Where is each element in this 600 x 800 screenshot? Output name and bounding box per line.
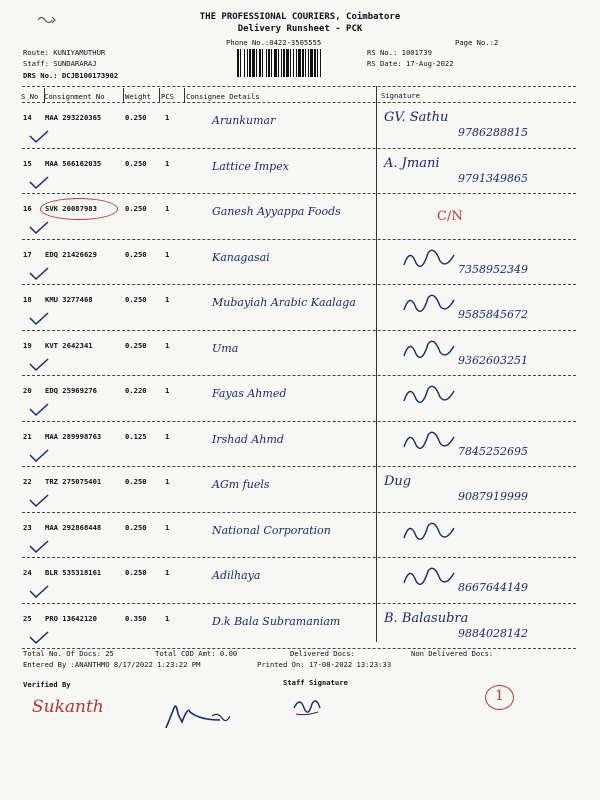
circle-number: 1 (495, 688, 504, 704)
row-consignee: Ganesh Ayyappa Foods (212, 205, 341, 218)
row-divider (22, 557, 576, 558)
col-sep (123, 88, 124, 102)
row-weight: 0.250 (125, 295, 147, 304)
row-consignment: PRO 13642120 (45, 613, 97, 623)
row-consignee: Adilhaya (212, 569, 261, 582)
col-sno: S No (21, 92, 39, 101)
barcode-bar (296, 49, 297, 77)
row-weight: 0.250 (125, 568, 147, 577)
col-consignee: Consignee Details (186, 92, 260, 101)
staff-signature (290, 694, 324, 720)
table-row (0, 423, 600, 469)
row-weight: 0.250 (125, 340, 147, 350)
col-signature: Signature (381, 91, 420, 100)
verifier-signature (160, 698, 235, 733)
barcode-bar (259, 49, 261, 77)
row-pcs: 1 (165, 613, 170, 623)
row-sno: 20 (23, 386, 32, 395)
table-row (0, 332, 600, 378)
row-consignee: AGm fuels (212, 478, 270, 491)
row-sno: 22 (23, 477, 32, 486)
row-sno: 18 (23, 295, 32, 304)
col-pcs: PCS (161, 92, 174, 101)
barcode-bar (247, 49, 248, 77)
barcode-bar (249, 49, 251, 77)
signature-scribble (400, 427, 460, 455)
row-consignment: KVT 2642341 (45, 340, 93, 350)
table-row (0, 514, 600, 560)
row-consignee: Arunkumar (212, 114, 276, 127)
barcode-bar (286, 49, 289, 77)
check-mark-icon (28, 449, 50, 463)
row-divider (22, 466, 576, 467)
delivered-docs: Delivered Docs: (290, 649, 355, 658)
row-weight: 0.250 (125, 158, 147, 168)
signature-scribble (400, 518, 460, 546)
row-consignment: KMU 3277468 (45, 295, 93, 304)
barcode-bar (237, 49, 239, 77)
verified-by-label: Verified By (23, 680, 71, 689)
row-pcs: 1 (165, 431, 170, 441)
row-signature: A. Jmani (384, 155, 440, 171)
total-cod: Total COD Amt: 0.00 (155, 649, 238, 658)
row-phone: 9791349865 (458, 171, 528, 185)
header-bottom-rule (22, 102, 576, 103)
col-consignment: Consignment No (44, 92, 105, 101)
row-pcs: 1 (165, 204, 170, 213)
signature-scribble (400, 245, 460, 273)
page-title: THE PROFESSIONAL COURIERS, Coimbatore (199, 12, 401, 22)
row-pcs: 1 (165, 522, 170, 532)
table-row (0, 104, 600, 150)
signature-scribble (400, 563, 460, 591)
row-phone: 9884028142 (458, 626, 528, 640)
barcode-bar (283, 49, 285, 77)
barcode-bar (281, 49, 282, 77)
signature-scribble (400, 290, 460, 318)
row-phone: 9585845672 (458, 308, 528, 321)
row-consignee: Fayas Ahmed (212, 387, 287, 400)
signature-scribble (400, 381, 460, 409)
row-divider (22, 603, 576, 604)
barcode-bar (271, 49, 272, 77)
barcode-bar (305, 49, 306, 77)
page-number: Page No.:2 (455, 38, 499, 47)
barcode-bar (293, 49, 294, 77)
barcode-bar (252, 49, 255, 77)
row-pcs: 1 (165, 249, 170, 259)
row-consignment: TRZ 275075401 (45, 477, 102, 486)
row-consignee: Mubayiah Arabic Kaalaga (212, 296, 356, 309)
row-consignment: SVK 20087983 (45, 204, 97, 213)
table-row (0, 150, 600, 196)
barcode-bar (308, 49, 309, 77)
check-mark-icon (28, 403, 50, 417)
row-consignee: Lattice Impex (212, 159, 289, 173)
col-sep (44, 88, 45, 102)
row-divider (22, 239, 576, 240)
row-weight: 0.250 (125, 522, 147, 532)
row-weight: 0.350 (125, 613, 147, 623)
table-row (0, 559, 600, 605)
row-consignment: MAA 566162035 (45, 158, 102, 168)
row-phone: 9087919999 (458, 490, 528, 503)
barcode (237, 49, 361, 77)
check-mark-icon (28, 130, 50, 144)
row-sno: 19 (23, 340, 32, 350)
barcode-bar (240, 49, 241, 77)
barcode-bar (310, 49, 313, 77)
barcode-bar (302, 49, 304, 77)
rs-number: RS No.: 1001739 (367, 48, 432, 57)
non-delivered-docs: Non Delivered Docs: (411, 649, 494, 658)
row-weight: 0.250 (125, 477, 147, 486)
row-signature: Dug (384, 474, 412, 489)
row-sno: 23 (23, 522, 32, 532)
row-divider (22, 284, 576, 285)
check-mark-icon (28, 631, 50, 645)
verifier-name: Sukanth (32, 697, 104, 717)
highlight-circle (40, 198, 118, 220)
row-sno: 24 (23, 568, 32, 577)
row-divider (22, 421, 576, 422)
col-sep (184, 88, 185, 102)
row-pcs: 1 (165, 158, 170, 168)
row-pcs: 1 (165, 386, 170, 395)
row-consignee: D.k Bala Subramaniam (212, 614, 341, 628)
row-pcs: 1 (165, 295, 170, 304)
table-row (0, 468, 600, 514)
printed-on: Printed On: 17-08-2022 13:23:33 (257, 660, 392, 669)
row-phone: 7358952349 (458, 262, 528, 276)
staff: Staff: SUNDARARAJ (23, 59, 97, 68)
barcode-bar (298, 49, 301, 77)
table-row (0, 605, 600, 651)
row-phone: 9362603251 (458, 353, 528, 367)
row-divider (22, 375, 576, 376)
row-consignment: EDQ 21426629 (45, 249, 97, 259)
rs-date: RS Date: 17-Aug-2022 (367, 59, 454, 68)
check-mark-icon (28, 267, 50, 281)
row-weight: 0.125 (125, 431, 147, 441)
barcode-bar (278, 49, 279, 77)
row-consignment: MAA 289998763 (45, 431, 102, 441)
row-sno: 21 (23, 431, 32, 441)
row-pcs: 1 (165, 113, 170, 122)
stamp-mark-icon (36, 14, 58, 26)
col-sep (159, 88, 160, 102)
row-divider (22, 330, 576, 331)
total-docs: Total No. Of Docs: 25 (23, 649, 114, 658)
check-mark-icon (28, 176, 50, 190)
row-consignee: Irshad Ahmd (212, 432, 284, 446)
row-sno: 17 (23, 249, 32, 259)
row-divider (22, 148, 576, 149)
check-mark-icon (28, 358, 50, 372)
route: Route: KUNIYAMUTHUR (23, 48, 106, 57)
table-row (0, 241, 600, 287)
table-row (0, 286, 600, 332)
barcode-bar (266, 49, 267, 77)
entered-by: Entered By :ANANTHMO 8/17/2022 1:23:22 PM (23, 660, 201, 669)
col-weight: Weight (125, 92, 151, 101)
signature-scribble (400, 336, 460, 364)
row-consignment: MAA 292868448 (45, 522, 102, 532)
row-signature: B. Balasubra (384, 610, 469, 626)
row-signature: GV. Sathu (384, 110, 449, 125)
row-weight: 0.220 (125, 386, 147, 395)
barcode-bar (244, 49, 245, 77)
row-consignment: MAA 293220365 (45, 113, 102, 122)
row-weight: 0.250 (125, 113, 147, 122)
barcode-bar (320, 49, 321, 77)
check-mark-icon (28, 494, 50, 508)
barcode-bar (317, 49, 318, 77)
row-consignee: National Corporation (212, 523, 331, 537)
row-pcs: 1 (165, 477, 170, 486)
barcode-bar (274, 49, 277, 77)
barcode-bar (262, 49, 263, 77)
phone-number: Phone No.:0422-3505555 (226, 38, 322, 47)
row-pcs: 1 (165, 568, 170, 577)
check-mark-icon (28, 585, 50, 599)
table-row (0, 195, 600, 241)
check-mark-icon (28, 540, 50, 554)
check-mark-icon (28, 312, 50, 326)
circle-mark (485, 685, 514, 710)
table-row (0, 377, 600, 423)
row-signature: C/N (437, 209, 463, 224)
row-phone: 9786288815 (458, 126, 528, 139)
header-top-rule (22, 86, 576, 87)
page-subtitle: Delivery Runsheet - PCK (237, 24, 363, 34)
row-divider (22, 512, 576, 513)
row-weight: 0.250 (125, 249, 147, 259)
drs-number: DRS No.: DCJB100173902 (23, 71, 119, 80)
barcode-bar (290, 49, 291, 77)
row-sno: 15 (23, 158, 32, 168)
barcode-bar (314, 49, 316, 77)
row-consignment: EDQ 25969276 (45, 386, 97, 395)
row-weight: 0.250 (125, 204, 147, 213)
row-consignment: BLR 535318161 (45, 568, 102, 577)
barcode-bar (256, 49, 257, 77)
row-sno: 14 (23, 113, 32, 122)
row-sno: 16 (23, 204, 32, 213)
row-pcs: 1 (165, 340, 170, 350)
row-consignee: Kanagasai (212, 250, 270, 264)
barcode-bar (268, 49, 270, 77)
check-mark-icon (28, 221, 50, 235)
staff-signature-label: Staff Signature (283, 678, 348, 687)
row-consignee: Uma (212, 341, 239, 355)
row-sno: 25 (23, 613, 32, 623)
row-phone: 7845252695 (458, 444, 528, 458)
row-phone: 8667644149 (458, 581, 528, 594)
row-divider (22, 193, 576, 194)
